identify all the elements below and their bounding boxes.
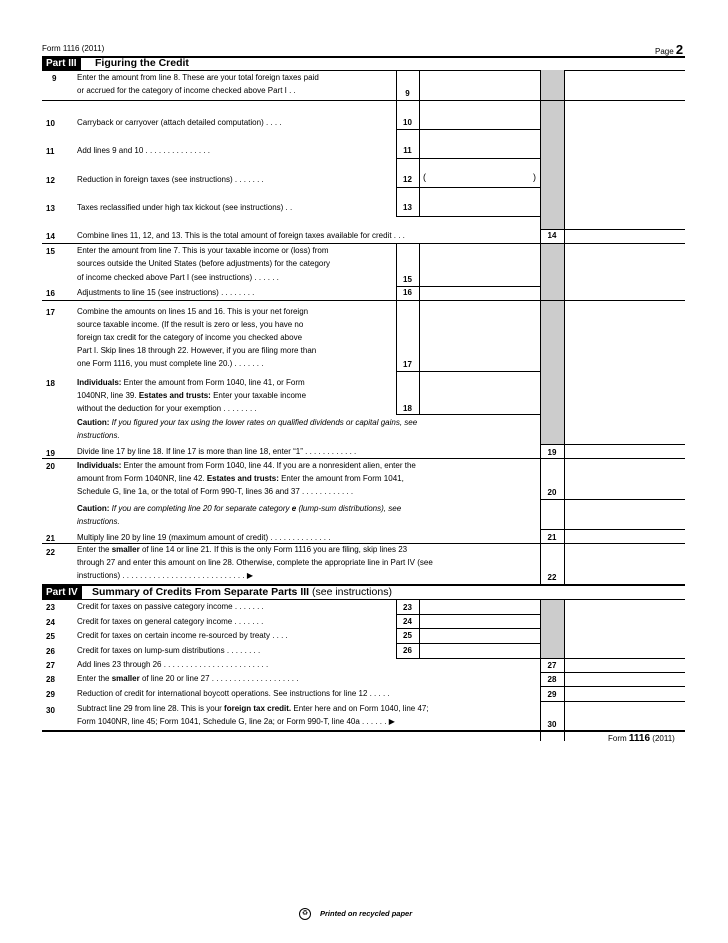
line-13-number: 13 [46,204,55,213]
line-11-entry[interactable] [419,129,540,158]
line-10-number: 10 [46,119,55,128]
line-29-text: Reduction of credit for international boycott operations. See instructions for line 12 . . . . . [77,689,390,698]
line-19-number: 19 [46,449,55,458]
recycled-paper-note: Printed on recycled paper [320,909,413,918]
line-20-number: 20 [46,462,55,471]
rule [540,70,541,584]
caution-1-bold: Caution: [77,418,110,427]
line-20-bold1: Individuals: [77,461,122,470]
line-9-box-label: 9 [405,89,410,98]
page-word: Page [655,47,674,56]
line-13-entry[interactable] [419,187,540,216]
line-10-box-label: 10 [403,118,412,127]
rule [396,243,397,414]
line-28-number: 28 [46,675,55,684]
line-28-text1: Enter the [77,674,112,683]
blank-col [564,600,685,658]
shaded-col [540,600,564,658]
line-14-text: Combine lines 11, 12, and 13. This is the total amount of foreign taxes available for credit . . . [77,231,405,240]
rule [540,658,685,659]
line-19-text: Divide line 17 by line 18. If line 17 is more than line 18, enter “1” . . . . . . . . . . . . [77,447,357,456]
line-17-text1: Combine the amounts on lines 15 and 16. This is your net foreign [77,307,309,316]
rule [396,658,540,659]
line-18-text1-rest: Enter the amount from Form 1040, line 41, or Form [121,378,305,387]
line-30-number: 30 [46,706,55,715]
line-22-entry[interactable] [564,543,685,584]
line-22-text2: through 27 and enter this amount on line 28. Otherwise, complete the appropriate line in Part IV (see [77,558,433,567]
line-17-box-label: 17 [403,360,412,369]
part4-title-main: Summary of Credits From Separate Parts III [92,586,310,598]
line-23-number: 23 [46,603,55,612]
line-20-text1-rest: Enter the amount from Form 1040, line 44. If you are a nonresident alien, enter the [121,461,416,470]
line-25-box-label: 25 [403,631,412,640]
line-17-text3: foreign tax credit for the category of income you checked above [77,333,303,342]
line-10-entry[interactable] [419,100,540,129]
line-27-number: 27 [46,661,55,670]
caution-2-line2: instructions. [77,517,120,526]
line-11-text: Add lines 9 and 10 . . . . . . . . . . . . . . . [77,146,210,155]
line-29-number: 29 [46,690,55,699]
caution-1-italic1: If you figured your tax using the lower rates on qualified dividends or capital gains, see [109,418,418,427]
rule [540,229,685,230]
caution-2-italic1b: (lump-sum distributions), see [296,504,402,513]
line-12-box-label: 12 [403,175,412,184]
line-17-text5: one Form 1116, you must complete line 20.) . . . . . . . [77,359,264,368]
caution-1 [77,417,417,430]
line-21-box-label: 21 [547,533,557,542]
line-12-open-paren: ( [423,172,426,182]
line-18-text2a: 1040NR, line 39. [77,391,139,400]
line-20-text2a: amount from Form 1040NR, line 42. [77,474,207,483]
line-28-text2: of line 20 or line 27 . . . . . . . . . . . . . . . . . . . . [139,674,299,683]
line-12-text: Reduction in foreign taxes (see instructions) . . . . . . . [77,175,264,184]
line-17-text4: Part I. Skip lines 18 through 22. However, if you are filing more than [77,346,317,355]
footer-form-word: Form [608,734,627,743]
line-15-number: 15 [46,247,55,256]
line-15-box-label: 15 [403,275,412,284]
line-9-text2: or accrued for the category of income checked above Part I . . [77,86,296,95]
line-27-entry[interactable] [564,658,685,672]
line-14-box-label: 14 [547,231,557,240]
rule [540,444,685,445]
line-24-box-label: 24 [403,617,412,626]
line-11-number: 11 [46,147,55,156]
line-13-box-label: 13 [403,203,412,212]
line-28-bold: smaller [111,674,140,683]
line-22-text1 [77,544,407,557]
line-24-text: Credit for taxes on general category income . . . . . . . [77,617,264,626]
page-label [655,42,683,57]
line-18-number: 18 [46,379,55,388]
line-30-text1a: Subtract line 29 from line 28. This is your [77,704,225,713]
form-footer [608,733,675,744]
line-23-entry[interactable] [419,599,540,614]
line-23-text: Credit for taxes on passive category income . . . . . . . [77,602,264,611]
caution-1-line2: instructions. [77,431,120,440]
page-number: 2 [675,42,684,57]
part4-title-note: (see instructions) [309,586,392,598]
line-27-text: Add lines 23 through 26 . . . . . . . . . . . . . . . . . . . . . . . . [77,660,269,669]
rule [540,529,685,530]
caution-2 [77,503,401,516]
line-20-text3: Schedule G, line 1a, or the total of Form 990-T, lines 36 and 37 . . . . . . . . . . . . [77,487,354,496]
line-9-entry[interactable] [419,70,540,100]
recycle-icon: ♻ [299,908,311,920]
part4-header [42,586,685,599]
footer-form-number: 1116 [628,733,651,744]
line-18-bold1: Individuals: [77,378,122,387]
line-28-box-label: 28 [547,675,557,684]
rule [42,300,685,301]
line-21-number: 21 [46,534,55,543]
shaded-col [540,70,564,230]
line-30-text2: Form 1040NR, line 45; Form 1041, Schedule G, line 2a; or Form 990-T, line 40a . . . . . . ▶ [77,717,395,726]
part4-title [92,586,392,599]
line-16-box-label: 16 [403,288,412,297]
rule [564,70,565,584]
line-29-box-label: 29 [547,690,557,699]
line-14-entry[interactable] [564,229,685,243]
footer-year: (2011) [652,734,675,743]
line-12-number: 12 [46,176,55,185]
part4-label: Part IV [42,586,82,599]
line-30-bold1: foreign tax credit. [224,704,292,713]
rule [396,216,540,217]
line-26-text: Credit for taxes on lump-sum distributions . . . . . . . . [77,646,261,655]
line-15-text1: Enter the amount from line 7. This is your taxable income or (loss) from [77,246,329,255]
shaded-col [540,243,564,444]
rule [540,499,685,500]
line-18-text2 [77,390,306,403]
line-22-box-label: 22 [547,573,557,582]
line-18-text3: without the deduction for your exemption . . . . . . . . [77,404,257,413]
line-30-box-label: 30 [547,720,557,729]
line-20-text1 [77,460,416,473]
line-13-text: Taxes reclassified under high tax kickout (see instructions) . . [77,203,293,212]
line-20-entry[interactable] [564,458,685,499]
line-17-text2: source taxable income. (If the result is zero or less, you have no [77,320,304,329]
line-20-box-label: 20 [547,488,557,497]
line-22-bold1: smaller [111,545,140,554]
line-9-number: 9 [52,74,57,83]
line-25-text: Credit for taxes on certain income re-sourced by treaty . . . . [77,631,288,640]
line-22-text1b: of line 14 or line 21. If this is the only Form 1116 you are filing, skip lines 23 [139,545,408,554]
line-21-text: Multiply line 20 by line 19 (maximum amount of credit) . . . . . . . . . . . . . . [77,533,331,542]
line-18-entry[interactable] [419,371,540,414]
rule [42,599,685,600]
line-26-number: 26 [46,647,55,656]
line-19-box-label: 19 [547,448,557,457]
line-19-entry[interactable] [564,444,685,458]
line-28-text [77,673,298,686]
rule [42,100,685,101]
line-9-text: Enter the amount from line 8. These are your total foreign taxes paid [77,73,319,82]
line-22-number: 22 [46,548,55,557]
rule [396,414,540,415]
line-26-entry[interactable] [419,643,540,658]
caution-2-category-e: e [291,504,297,513]
line-22-text3: instructions) . . . . . . . . . . . . . . . . . . . . . . . . . . . . ▶ [77,571,253,580]
line-17-entry[interactable] [419,300,540,371]
part3-header [42,57,685,70]
line-20-text2 [77,473,404,486]
line-15-text3: of income checked above Part I (see instructions) . . . . . . [77,273,279,282]
line-16-number: 16 [46,289,55,298]
rule [42,243,685,244]
caution-2-italic1a: If you are completing line 20 for separate category [109,504,292,513]
line-11-box-label: 11 [403,146,412,155]
line-20-bold2: Estates and trusts: [206,474,279,483]
line-29-entry[interactable] [564,686,685,701]
line-25-entry[interactable] [419,628,540,643]
line-21-entry[interactable] [564,529,685,543]
line-18-bold2: Estates and trusts: [138,391,211,400]
line-20-text2b: Enter the amount from Form 1041, [278,474,404,483]
rule [42,730,685,732]
line-30-entry[interactable] [564,701,685,730]
line-17-number: 17 [46,308,55,317]
line-26-box-label: 26 [403,646,412,655]
line-24-entry[interactable] [419,614,540,628]
line-30-text1b: Enter here and on Form 1040, line 47; [291,704,429,713]
line-18-text2b: Enter your taxable income [210,391,307,400]
caution-2-bold: Caution: [77,504,110,513]
line-14-number: 14 [46,232,55,241]
line-18-text1 [77,377,305,390]
line-24-number: 24 [46,618,55,627]
line-10-text: Carryback or carryover (attach detailed computation) . . . . [77,118,282,127]
line-12-entry[interactable] [429,158,533,187]
line-18-box-label: 18 [403,404,412,413]
line-16-text: Adjustments to line 15 (see instructions) . . . . . . . . [77,288,255,297]
rule [42,70,685,71]
line-15-entry[interactable] [419,243,540,286]
line-23-box-label: 23 [403,603,412,612]
form-id: Form 1116 (2011) [42,44,105,53]
line-30-text1 [77,703,429,716]
line-28-entry[interactable] [564,672,685,686]
line-27-box-label: 27 [547,661,557,670]
line-12-close-paren: ) [533,172,536,182]
line-15-text2: sources outside the United States (before adjustments) for the category [77,259,331,268]
line-25-number: 25 [46,632,55,641]
part3-label: Part III [42,57,81,70]
part3-title: Figuring the Credit [95,57,189,69]
line-22-text1a: Enter the [77,545,112,554]
line-16-entry[interactable] [419,286,540,299]
